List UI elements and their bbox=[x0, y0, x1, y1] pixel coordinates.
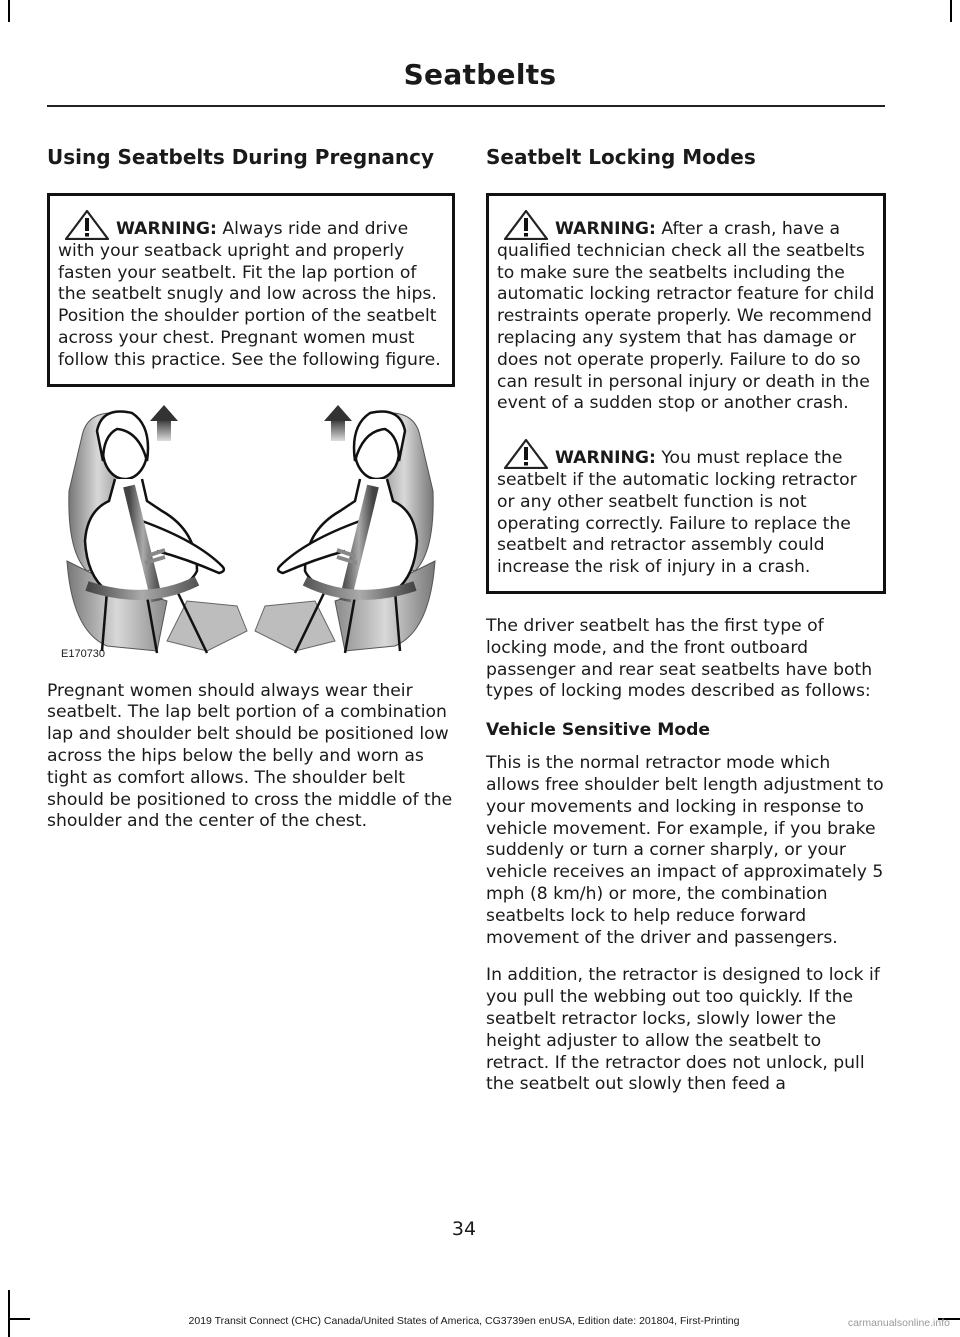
figure-left bbox=[67, 405, 247, 653]
crop-mark bbox=[8, 0, 10, 22]
footer-edition: 2019 Transit Connect (CHC) Canada/United States of America, CG3739en enUSA, Edition date: 201804, First-Printing bbox=[188, 1315, 740, 1327]
subheading-vehicle-sensitive-mode: Vehicle Sensitive Mode bbox=[486, 720, 711, 741]
warning-text: You must replace the seatbelt if the automatic locking retractor or any other seatbelt function is not operating correctly. Failure to replace the seatbelt and retractor assembly could increase the risk of injury in a crash. bbox=[497, 448, 857, 578]
left-column bbox=[47, 143, 455, 849]
vehicle-sensitive-paragraph: This is the normal retractor mode which allows free shoulder belt length adjustment to your movements and locking in response to vehicle movement. For example, if you brake suddenly or turn a corner sharply, or your vehicle receives an impact of approximately 5 mph (8 km/h) or more, the combination seatbelts lock to help reduce forward movement of the driver and passengers. bbox=[486, 753, 884, 948]
locking-intro-paragraph: The driver seatbelt has the first type of locking mode, and the front outboard passenger and rear seat seatbelts have both types of locking modes described as follows: bbox=[486, 615, 873, 702]
watermark: carmanualsonline.info bbox=[847, 1317, 950, 1329]
warning-label: WARNING: bbox=[116, 219, 217, 239]
pregnancy-seatbelt-figure bbox=[47, 401, 455, 663]
warning-after-crash bbox=[497, 210, 875, 415]
pregnant-woman-seatbelt-illustration bbox=[47, 401, 455, 663]
section-heading-pregnancy: Using Seatbelts During Pregnancy bbox=[47, 145, 435, 169]
warning-triangle-icon bbox=[64, 210, 110, 240]
warning-box bbox=[486, 193, 886, 594]
warning-pregnancy bbox=[58, 210, 444, 372]
crop-mark bbox=[950, 0, 952, 22]
section-heading-locking-modes: Seatbelt Locking Modes bbox=[486, 145, 756, 169]
crop-mark bbox=[8, 1290, 10, 1337]
retractor-paragraph: In addition, the retractor is designed to lock if you pull the webbing out too quickly. If the seatbelt retractor locks, slowly lower the height adjuster to allow the seatbelt to retract. If the retractor does not unlock, pull the seatbelt out slowly then feed a bbox=[486, 965, 880, 1095]
warning-label: WARNING: bbox=[555, 448, 656, 469]
right-column bbox=[486, 143, 886, 1112]
warning-text: Always ride and drive with your seatback upright and properly fasten your seatbelt. Fit the lap portion of the seatbelt snugly and low across the hips. Position the shoulder portion of the seatbelt across your chest. Pregnant women must follow this practice. See the following figure. bbox=[58, 219, 441, 370]
warning-replace-seatbelt bbox=[497, 439, 875, 579]
header-rule bbox=[47, 105, 885, 107]
warning-text: After a crash, have a qualified technician check all the seatbelts to make sure the seatbelts including the automatic locking retractor feature for child restraints operate properly. We recommend replacing any system that has damage or does not operate properly. Failure to do so can result in personal injury or death in the event of a sudden stop or another crash. bbox=[497, 219, 875, 414]
figure-code: E170730 bbox=[61, 647, 106, 660]
warning-triangle-icon bbox=[503, 210, 549, 240]
page-title: Seatbelts bbox=[403, 58, 557, 91]
pregnancy-paragraph: Pregnant women should always wear their seatbelt. The lap belt portion of a combination lap and shoulder belt should be positioned low across the hips below the belly and worn as tight as comfort allows. The shoulder belt should be positioned to cross the middle of the shoulder and the center of the chest. bbox=[47, 680, 453, 832]
warning-label: WARNING: bbox=[555, 219, 656, 239]
warning-triangle-icon bbox=[503, 439, 549, 469]
figure-right bbox=[255, 405, 435, 653]
warning-box bbox=[47, 193, 455, 387]
page-number: 34 bbox=[451, 1218, 477, 1240]
